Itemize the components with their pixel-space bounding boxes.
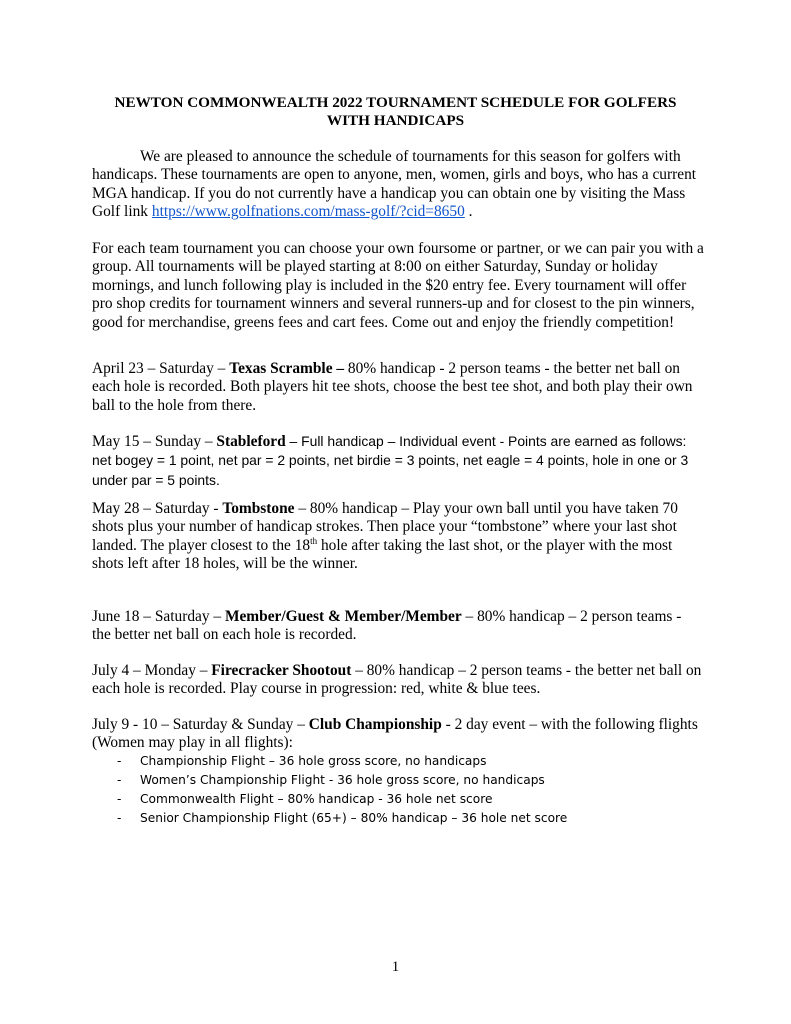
event-date: April 23 – Saturday –: [92, 360, 230, 377]
event-texas-scramble: [92, 360, 704, 415]
bullet-dash: -: [117, 754, 122, 768]
page-number: 1: [391, 959, 400, 975]
event-name: Stableford: [216, 433, 286, 450]
flight-label: Championship Flight – 36 hole gross score, no handicaps: [140, 754, 487, 768]
event-club-championship: [92, 716, 704, 753]
event-date: May 28 – Saturday -: [92, 500, 223, 517]
flight-label: Senior Championship Flight (65+) – 80% handicap – 36 hole net score: [140, 811, 568, 825]
event-name: Firecracker Shootout: [211, 662, 352, 679]
flight-label: Commonwealth Flight – 80% handicap - 36 hole net score: [140, 792, 493, 806]
event-details: – 80% handicap – 2 person teams - the better net ball on each hole is recorded. Play course in progression: red, white & blue tees.: [92, 662, 702, 698]
list-item: [92, 809, 704, 828]
event-details: – Full handicap – Individual event - Points are earned as follows: net bogey = 1 point, net par = 2 points, net birdie = 3 points, net eagle = 4 points, hole in one or 3 under par = 5 points.: [92, 433, 689, 488]
mass-golf-link[interactable]: https://www.golfnations.com/mass-golf/?cid=8650: [151, 203, 465, 221]
flights-list: [92, 752, 704, 828]
event-name: Club Championship: [308, 716, 442, 733]
event-date: July 9 - 10 – Saturday & Sunday –: [92, 716, 309, 733]
event-stableford: [92, 432, 704, 490]
list-item: [92, 771, 704, 790]
event-details: - 2 day event – with the following flights (Women may play in all flights):: [92, 716, 698, 752]
event-firecracker-shootout: [92, 662, 704, 699]
flight-label: Women’s Championship Flight - 36 hole gross score, no handicaps: [140, 773, 545, 787]
event-member-guest: [92, 608, 704, 645]
ordinal-suffix: th: [310, 535, 318, 546]
event-date: May 15 – Sunday –: [92, 433, 217, 450]
intro-trailing: .: [464, 203, 473, 221]
event-details-b: hole after taking the last shot, or the player with the most shots left after 18 holes, will be the winner.: [92, 536, 673, 573]
event-details-a: – 80% handicap – Play your own ball until you have taken 70 shots plus your number of handicap strokes. Then place your “tombstone” where your last shot landed. The player closest to the 18: [92, 500, 678, 554]
bullet-dash: -: [117, 773, 122, 787]
event-tombstone: [92, 500, 704, 574]
document-title: NEWTON COMMONWEALTH 2022 TOURNAMENT SCHEDULE FOR GOLFERS WITH HANDICAPS: [114, 94, 677, 129]
bullet-dash: -: [117, 811, 122, 825]
event-details: 80% handicap - 2 person teams - the better net ball on each hole is recorded. Both players hit tee shots, choose the best tee shot, and both play their own ball to the hole from there.: [92, 360, 693, 414]
pairing-paragraph: For each team tournament you can choose your own foursome or partner, or we can pair you with a group. All tournaments will be played starting at 8:00 on either Saturday, Sunday or holiday mornings, and lunch following play is included in the $20 entry fee. Every tournament will offer pro shop credits for tournament winners and several runners-up and for closest to the pin winners, good for merchandise, greens fees and cart fees. Come out and enjoy the friendly competition!: [92, 240, 704, 331]
bullet-dash: -: [117, 792, 122, 806]
intro-text: We are pleased to announce the schedule of tournaments for this season for golfers with handicaps. These tournaments are open to anyone, men, women, girls and boys, who has a current MGA handicap. If you do not currently have a handicap you can obtain one by visiting the Mass Golf link: [92, 148, 697, 221]
intro-paragraph: [92, 148, 704, 222]
event-name: Tombstone: [222, 500, 295, 517]
event-name: Texas Scramble –: [229, 360, 345, 377]
event-name: Member/Guest & Member/Member: [224, 608, 462, 625]
event-date: June 18 – Saturday –: [92, 608, 225, 625]
list-item: [92, 790, 704, 809]
event-date: July 4 – Monday –: [92, 662, 212, 679]
event-details: – 80% handicap – 2 person teams - the better net ball on each hole is recorded.: [92, 608, 682, 644]
list-item: [92, 752, 704, 771]
